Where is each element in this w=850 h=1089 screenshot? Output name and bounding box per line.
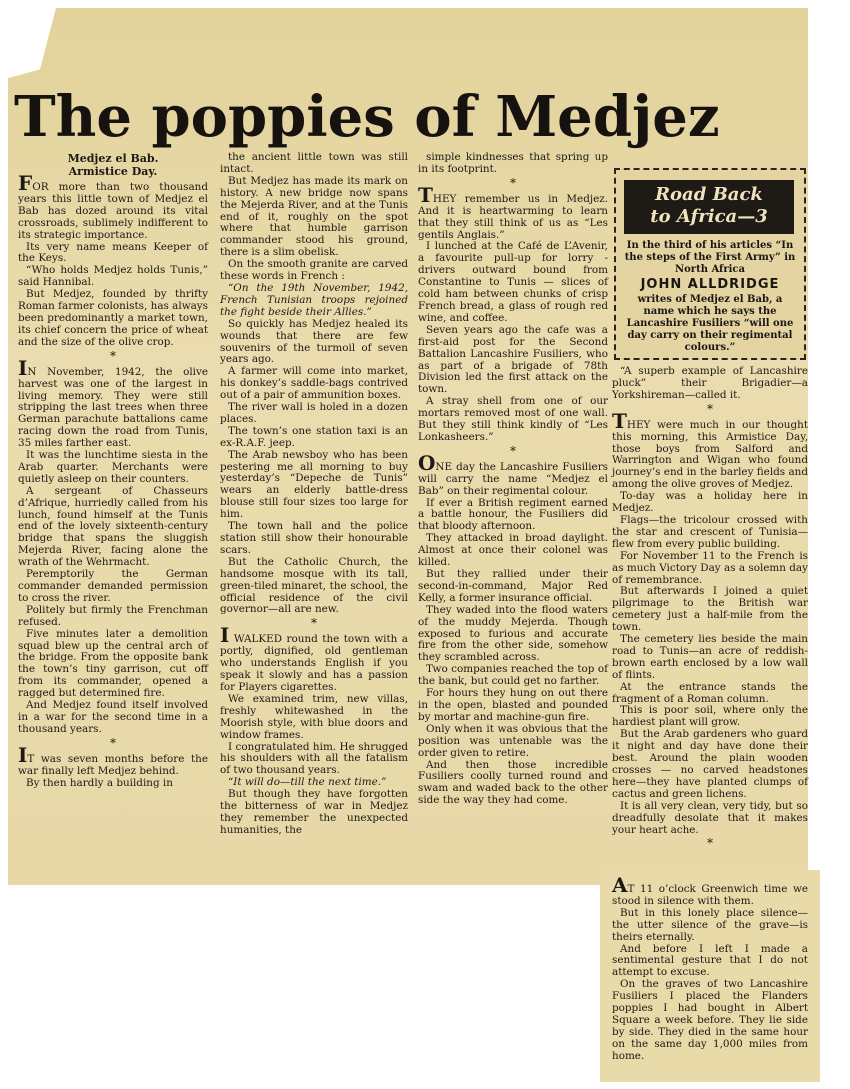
paragraph: IN November, 1942, the olive harvest was one of the largest in living memory. They were still stripping the last trees when three German parachute battalions came racing down the road from Tunis, 35 miles farther east. xyxy=(18,355,208,450)
paragraph: If ever a British regiment earned a battle honour, the Fusiliers did that bloody afternoon. xyxy=(418,496,608,533)
paragraph: But the Arab gardeners who guard it night and day have done their best. Around the plain wooden crosses — no carved headstones here—they have planted clumps of cactus and green lichens. xyxy=(612,728,808,800)
paragraph: I lunched at the Café de L’Avenir, a favourite pull-up for lorry - drivers outward bound from Constantine to Tunis — slices of cold ham between chunks of crisp French bread, a glass of rough red wine, and coffee. xyxy=(418,240,608,324)
article-column-1 xyxy=(18,152,208,790)
sidebar-outro: writes of Medjez el Bab, a name which he says the Lancashire Fusiliers “will one day carry on their regimental colours.” xyxy=(626,294,794,353)
paragraph: Peremptorily the German commander demanded permission to cross the river. xyxy=(18,568,208,604)
section-star: * xyxy=(707,401,713,416)
article-column-4 xyxy=(612,366,808,850)
paragraph: “Who holds Medjez holds Tunis,” said Hannibal. xyxy=(18,264,208,289)
paragraph: “On the 19th November, 1942, French Tunisian troops rejoined the fight beside their Allies.” xyxy=(220,281,408,318)
paragraph: And before I left I made a sentimental gesture that I do not attempt to excuse. xyxy=(612,942,808,979)
paragraph: They attacked in broad daylight. Almost at once their colonel was killed. xyxy=(418,532,608,569)
paragraph: A sergeant of Chasseurs d’Afrique, hurriedly called from his lunch, found himself at the Tunis end of the lovely sixteenth-century bridge that spans the sluggish Mejerda River, facing alone the wrath of the Wehrmacht. xyxy=(18,484,208,569)
paragraph: THEY remember us in Medjez. And it is heartwarming to learn that they still think of us as “Les gentils Anglais.” xyxy=(418,182,608,241)
sidebar-title-line2: to Africa—3 xyxy=(650,206,768,227)
paragraph: IT was seven months before the war finally left Medjez behind. xyxy=(18,742,208,777)
paragraph: They waded into the flood waters of the muddy Mejerda. Though exposed to furious and accurate fire from the other side, somehow they scrambled across. xyxy=(418,603,608,664)
paragraph: This is poor soil, where only the hardiest plant will grow. xyxy=(612,704,808,729)
paragraph: But though they have forgotten the bitterness of war in Medjez they remember the unexpected humanities, the xyxy=(220,788,408,836)
section-star: * xyxy=(707,836,713,851)
paragraph: Seven years ago the cafe was a first-aid post for the Second Battalion Lancashire Fusiliers, who as part of a brigade of 78th Division led the first attack on the town. xyxy=(418,323,608,396)
paragraph: ONE day the Lancashire Fusiliers will carry the name “Medjez el Bab” on their regimental colour. xyxy=(418,450,608,497)
sidebar-intro: In the third of his articles “In the steps of the First Army” in North Africa xyxy=(624,240,796,275)
paragraph: But they rallied under their second-in-command, Major Red Kelly, a former insurance official. xyxy=(418,568,608,604)
paragraph: A farmer will come into market, his donkey’s saddle-bags contrived out of a pair of ammunition boxes. xyxy=(220,365,408,402)
sidebar-box xyxy=(614,168,806,360)
section-star: * xyxy=(110,348,116,363)
article-column-5 xyxy=(612,873,808,1063)
article-column-2 xyxy=(220,152,408,837)
paragraph: But the Catholic Church, the handsome mosque with its tall, green-tiled minaret, the school, the official residence of the civil governor—all are new. xyxy=(220,555,408,616)
sidebar-title-line1: Road Back xyxy=(655,184,763,205)
headline: The poppies of Medjez xyxy=(14,84,720,150)
paragraph: But Medjez, founded by thrifty Roman farmer colonists, has always been predominantly a market town, its chief concern the price of wheat and the size of the olive crop. xyxy=(18,288,208,348)
paragraph: I congratulated him. He shrugged his shoulders with all the fatalism of two thousand years. xyxy=(220,740,408,777)
paragraph: The Arab newsboy who has been pestering me all morning to buy yesterday’s “Depeche de Tunis” wears an elderly battle-dress blouse still four sizes too large for him. xyxy=(220,448,408,521)
dateline-day: Armistice Day. xyxy=(68,165,158,178)
paragraph: But afterwards I joined a quiet pilgrimage to the British war cemetery just a half-mile from the town. xyxy=(612,585,808,634)
paragraph: But in this lonely place silence—the utter silence of the grave—is theirs eternally. xyxy=(612,906,808,943)
paragraph: A stray shell from one of our mortars removed most of one wall. But they still think kindly of “Les Lonkasheers.” xyxy=(418,395,608,443)
paragraph: By then hardly a building in xyxy=(26,776,173,789)
paragraph: We examined trim, new villas, freshly whitewashed in the Moorish style, with blue doors and window frames. xyxy=(220,692,408,741)
section-star: * xyxy=(311,616,317,631)
paragraph: Two companies reached the top of the bank, but could get no farther. xyxy=(418,663,608,688)
paragraph: AT 11 o’clock Greenwich time we stood in silence with them. xyxy=(612,873,808,907)
paragraph: simple kindnesses that spring up in its footprint. xyxy=(418,151,608,175)
section-star: * xyxy=(510,443,516,458)
paragraph: At the entrance stands the fragment of a Roman column. xyxy=(612,680,808,705)
dateline-place: Medjez el Bab. xyxy=(67,152,159,165)
paragraph: Flags—the tricolour crossed with the star and crescent of Tunisia—flew from every public building. xyxy=(612,513,808,550)
section-star: * xyxy=(110,735,116,750)
paragraph: On the smooth granite are carved these words in French : xyxy=(220,258,408,283)
paragraph: The town hall and the police station still show their honourable scars. xyxy=(220,520,408,556)
paragraph: It is all very clean, very tidy, but so dreadfully desolate that it makes your heart ache. xyxy=(612,799,808,836)
paragraph: For November 11 to the French is as much Victory Day as a solemn day of remembrance. xyxy=(612,549,808,586)
paragraph: Five minutes later a demolition squad blew up the central arch of the bridge. From the opposite bank the town’s tiny garrison, cut off from its commander, opened a ragged but determined fire. xyxy=(18,627,208,700)
paragraph: Politely but firmly the Frenchman refused. xyxy=(18,603,208,628)
paragraph: The river wall is holed in a dozen places. xyxy=(220,401,408,425)
paragraph: The town’s one station taxi is an ex-R.A.F. jeep. xyxy=(220,424,408,449)
paragraph: Its very name means Keeper of the Keys. xyxy=(18,240,208,265)
paragraph: And then those incredible Fusiliers coolly turned round and swam and waded back to the other side the way they had come. xyxy=(418,758,608,807)
paragraph: I WALKED round the town with a portly, dignified, old gentleman who understands English if you speak it slowly and has a passion for Players cigarettes. xyxy=(220,623,408,693)
paragraph: “A superb example of Lancashire pluck” their Brigadier—a Yorkshireman—called it. xyxy=(612,365,808,401)
paragraph: “It will do—till the next time.” xyxy=(228,776,387,789)
paragraph: For hours they hung on out there in the open, blasted and pounded by mortar and machine-gun fire. xyxy=(418,687,608,723)
sidebar-text xyxy=(624,240,796,354)
paragraph: It was the lunchtime siesta in the Arab quarter. Merchants were quietly asleep on their counters. xyxy=(18,449,208,485)
author-name: JOHN ALLDRIDGE xyxy=(640,277,780,292)
paragraph: To-day was a holiday here in Medjez. xyxy=(612,490,808,515)
sidebar-title xyxy=(624,180,794,234)
section-star: * xyxy=(510,175,516,190)
paragraph: But Medjez has made its mark on history. A new bridge now spans the Mejerda River, and at the Tunis end of it, roughly on the spot where that humble garrison commander stood his ground, there is a slim obelisk. xyxy=(220,174,408,259)
paragraph: Only when it was obvious that the position was untenable was the order given to retire. xyxy=(418,722,608,759)
paragraph: the ancient little town was still intact. xyxy=(220,151,408,175)
paragraph: On the graves of two Lancashire Fusiliers I placed the Flanders poppies I had bought in Albert Square a week before. They lie side by side. They died in the same hour on the same day 1,000 miles from home. xyxy=(612,978,808,1062)
paragraph: The cemetery lies beside the main road to Tunis—an acre of reddish-brown earth enclosed by a low wall of flints. xyxy=(612,633,808,681)
paragraph: So quickly has Medjez healed its wounds that there are few souvenirs of the turmoil of seven years ago. xyxy=(220,317,408,366)
paragraph: THEY were much in our thought this morning, this Armistice Day, those boys from Salford and Warrington and Wigan who found journey’s end in the barley fields and among the olive groves of Medjez. xyxy=(612,408,808,491)
article-column-3 xyxy=(418,152,608,807)
paragraph: And Medjez found itself involved in a war for the second time in a thousand years. xyxy=(18,699,208,735)
paragraph: FOR more than two thousand years this little town of Medjez el Bab has dozed around its vital crossroads, sublimely indifferent to its strategic importance. xyxy=(18,171,208,241)
